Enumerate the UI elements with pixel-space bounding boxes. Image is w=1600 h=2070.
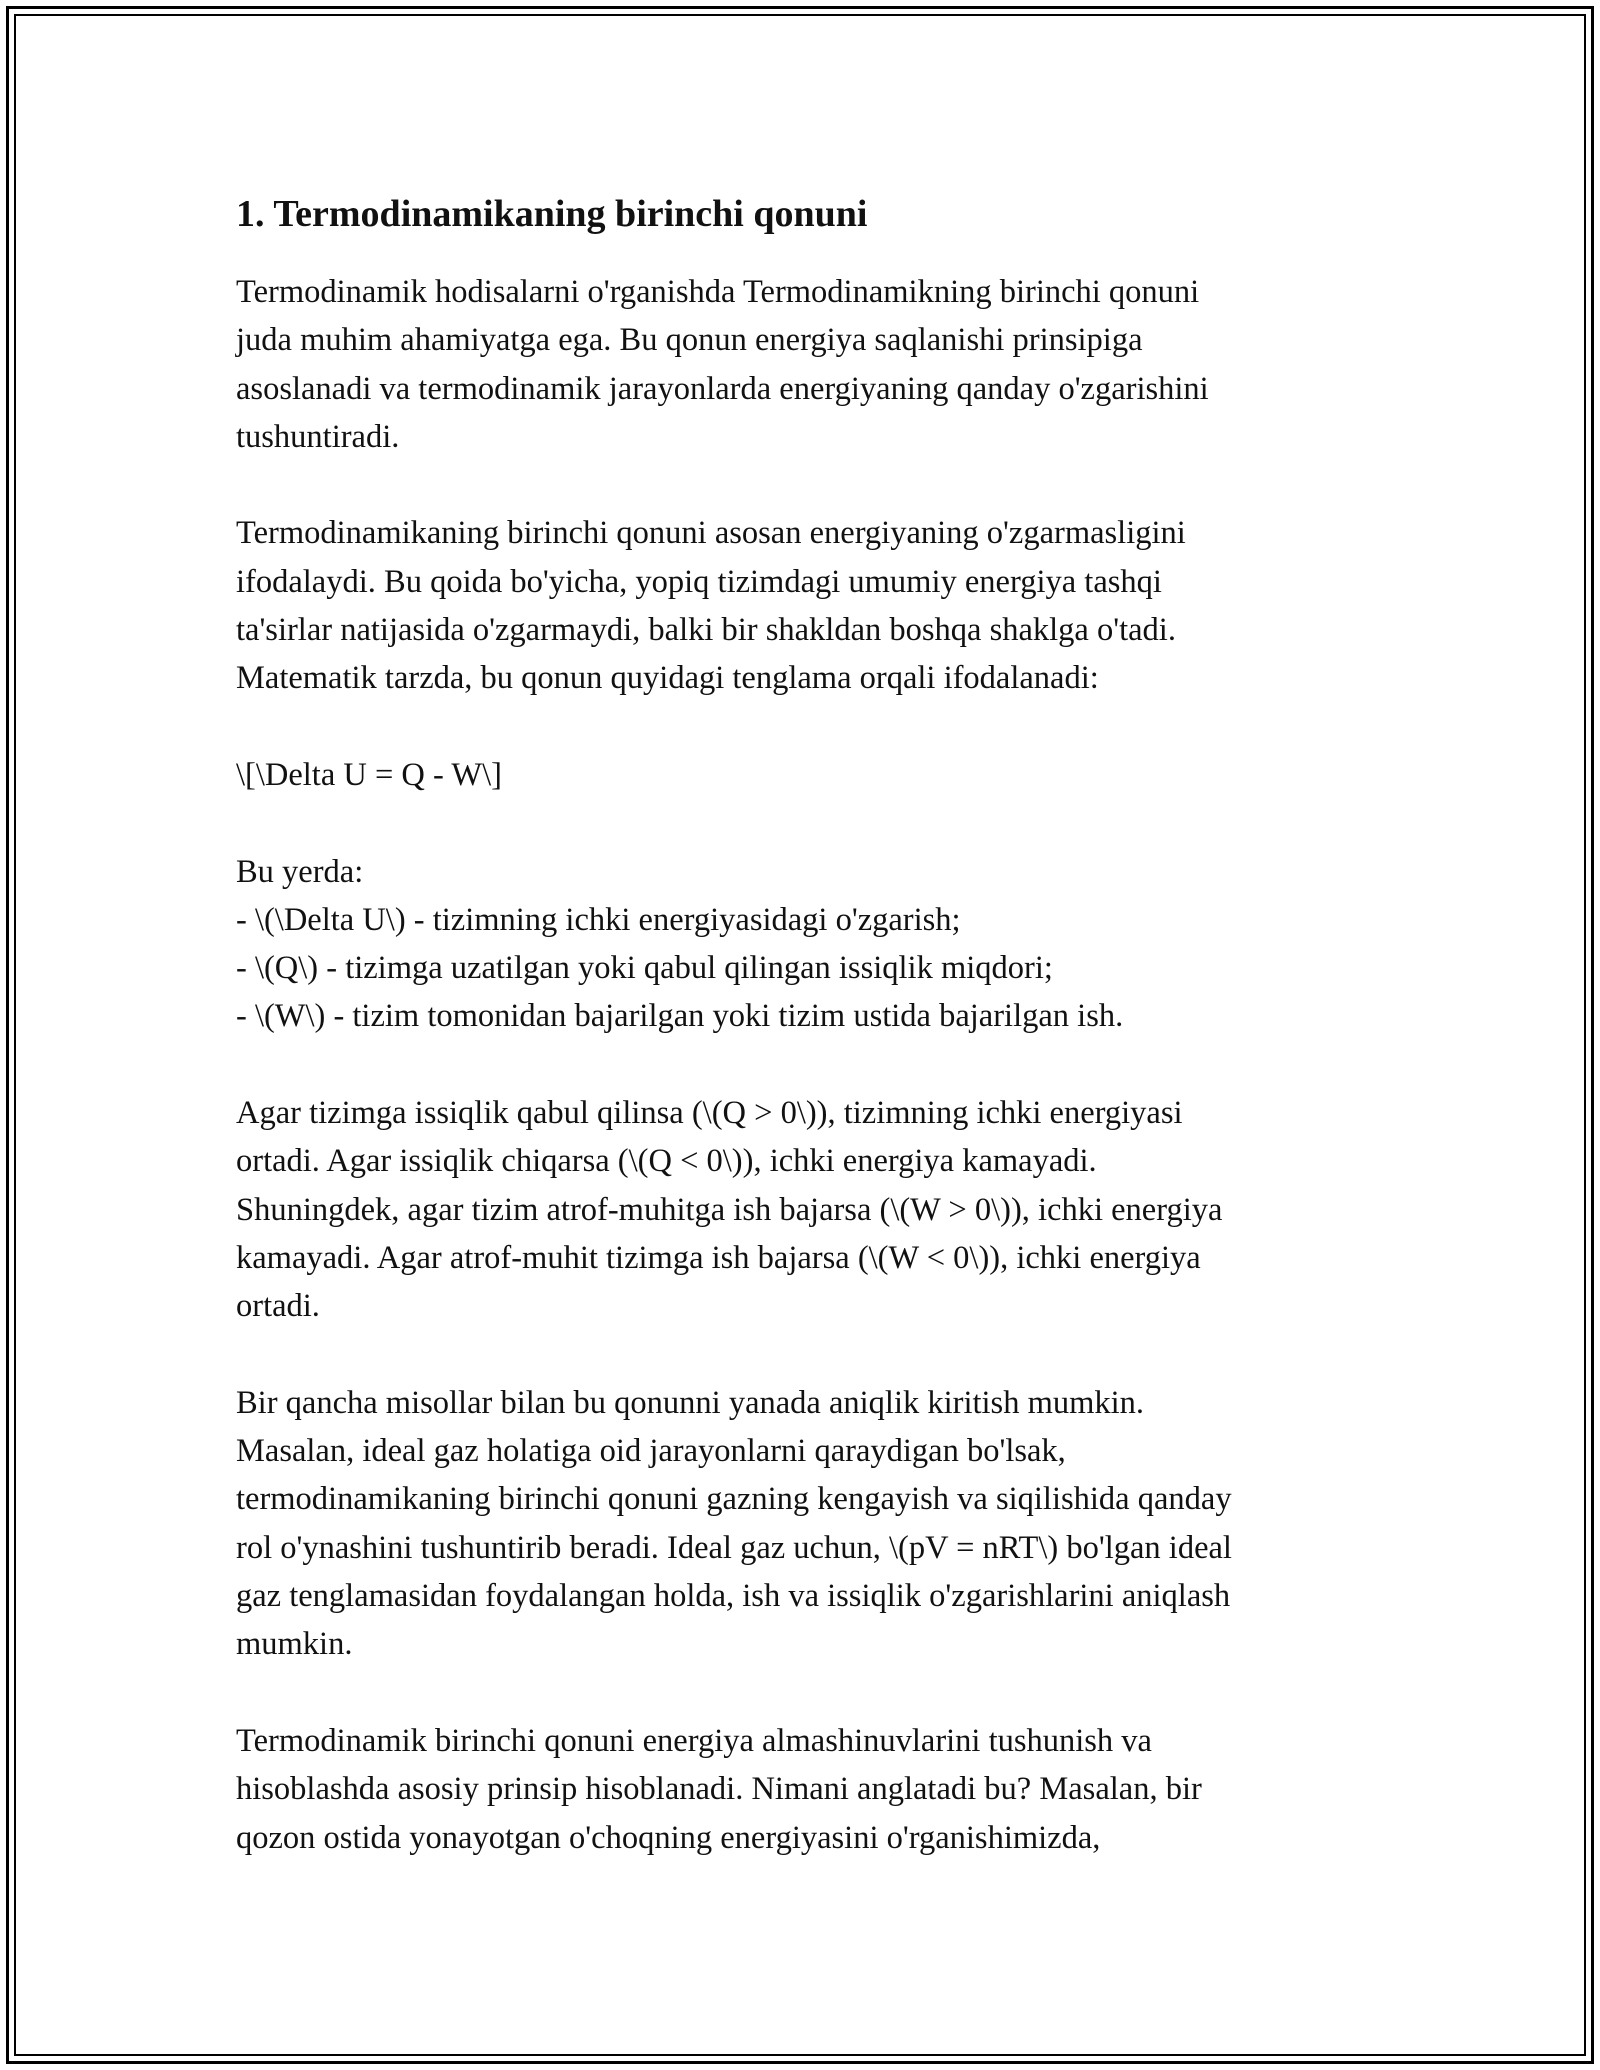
text-line: ortadi. Agar issiqlik chiqarsa (\(Q < 0\)), ichki energiya kamayadi.	[236, 1143, 1097, 1180]
paragraph	[236, 268, 1376, 461]
text-line: - \(Q\) - tizimga uzatilgan yoki qabul qilingan issiqlik miqdori;	[236, 950, 1053, 987]
text-line: \[\Delta U = Q - W\]	[236, 756, 502, 793]
paragraph-spacer	[236, 1669, 1376, 1717]
text-line: tushuntiradi.	[236, 418, 400, 455]
text-line: kamayadi. Agar atrof-muhit tizimga ish bajarsa (\(W < 0\)), ichki energiya	[236, 1239, 1201, 1276]
text-line: Bu yerda:	[236, 853, 364, 890]
text-line: asoslanadi va termodinamik jarayonlarda energiyaning qanday o'zgarishini	[236, 370, 1209, 407]
text-line: Shuningdek, agar tizim atrof-muhitga ish bajarsa (\(W > 0\)), ichki energiya	[236, 1191, 1223, 1228]
text-line: ortadi.	[236, 1288, 320, 1325]
text-line: Termodinamik birinchi qonuni energiya almashinuvlarini tushunish va	[236, 1722, 1152, 1759]
text-line: qozon ostida yonayotgan o'choqning energiyasini o'rganishimizda,	[236, 1819, 1101, 1856]
paragraph	[236, 1379, 1376, 1669]
text-line: Termodinamikaning birinchi qonuni asosan energiyaning o'zgarmasligini	[236, 515, 1186, 552]
paragraph-spacer	[236, 1041, 1376, 1089]
paragraph	[236, 751, 1376, 799]
document-body	[236, 186, 1376, 1862]
text-line: Agar tizimga issiqlik qabul qilinsa (\(Q > 0\)), tizimning ichki energiyasi	[236, 1095, 1183, 1132]
text-line: - \(\Delta U\) - tizimning ichki energiyasidagi o'zgarish;	[236, 901, 961, 938]
section-heading: 1. Termodinamikaning birinchi qonuni	[236, 193, 868, 235]
paragraph	[236, 1089, 1376, 1330]
paragraph	[236, 1717, 1376, 1862]
paragraph-spacer	[236, 461, 1376, 509]
text-line: Bir qancha misollar bilan bu qonunni yanada aniqlik kiritish mumkin.	[236, 1384, 1145, 1421]
text-line: hisoblashda asosiy prinsip hisoblanadi. Nimani anglatadi bu? Masalan, bir	[236, 1771, 1202, 1808]
text-line: juda muhim ahamiyatga ega. Bu qonun energiya saqlanishi prinsipiga	[236, 322, 1143, 359]
text-line: Termodinamik hodisalarni o'rganishda Termodinamikning birinchi qonuni	[236, 274, 1200, 310]
text-line: mumkin.	[236, 1626, 353, 1663]
text-line: ifodalaydi. Bu qoida bo'yicha, yopiq tizimdagi umumiy energiya tashqi	[236, 563, 1162, 600]
text-line: ta'sirlar natijasida o'zgarmaydi, balki bir shakldan boshqa shaklga o'tadi.	[236, 612, 1176, 649]
paragraph-spacer	[236, 703, 1376, 751]
text-line: Matematik tarzda, bu qonun quyidagi tenglama orqali ifodalanadi:	[236, 660, 1099, 697]
paragraph-list	[236, 268, 1376, 1862]
text-line: Masalan, ideal gaz holatiga oid jarayonlarni qaraydigan bo'lsak,	[236, 1433, 1066, 1470]
paragraph	[236, 509, 1376, 702]
text-line: termodinamikaning birinchi qonuni gazning kengayish va siqilishida qanday	[236, 1481, 1232, 1518]
paragraph-spacer	[236, 1331, 1376, 1379]
paragraph	[236, 848, 1376, 1041]
paragraph-spacer	[236, 799, 1376, 847]
text-line: - \(W\) - tizim tomonidan bajarilgan yoki tizim ustida bajarilgan ish.	[236, 998, 1124, 1035]
text-line: rol o'ynashini tushuntirib beradi. Ideal gaz uchun, \(pV = nRT\) bo'lgan ideal	[236, 1529, 1232, 1566]
text-line: gaz tenglamasidan foydalangan holda, ish va issiqlik o'zgarishlarini aniqlash	[236, 1578, 1231, 1615]
